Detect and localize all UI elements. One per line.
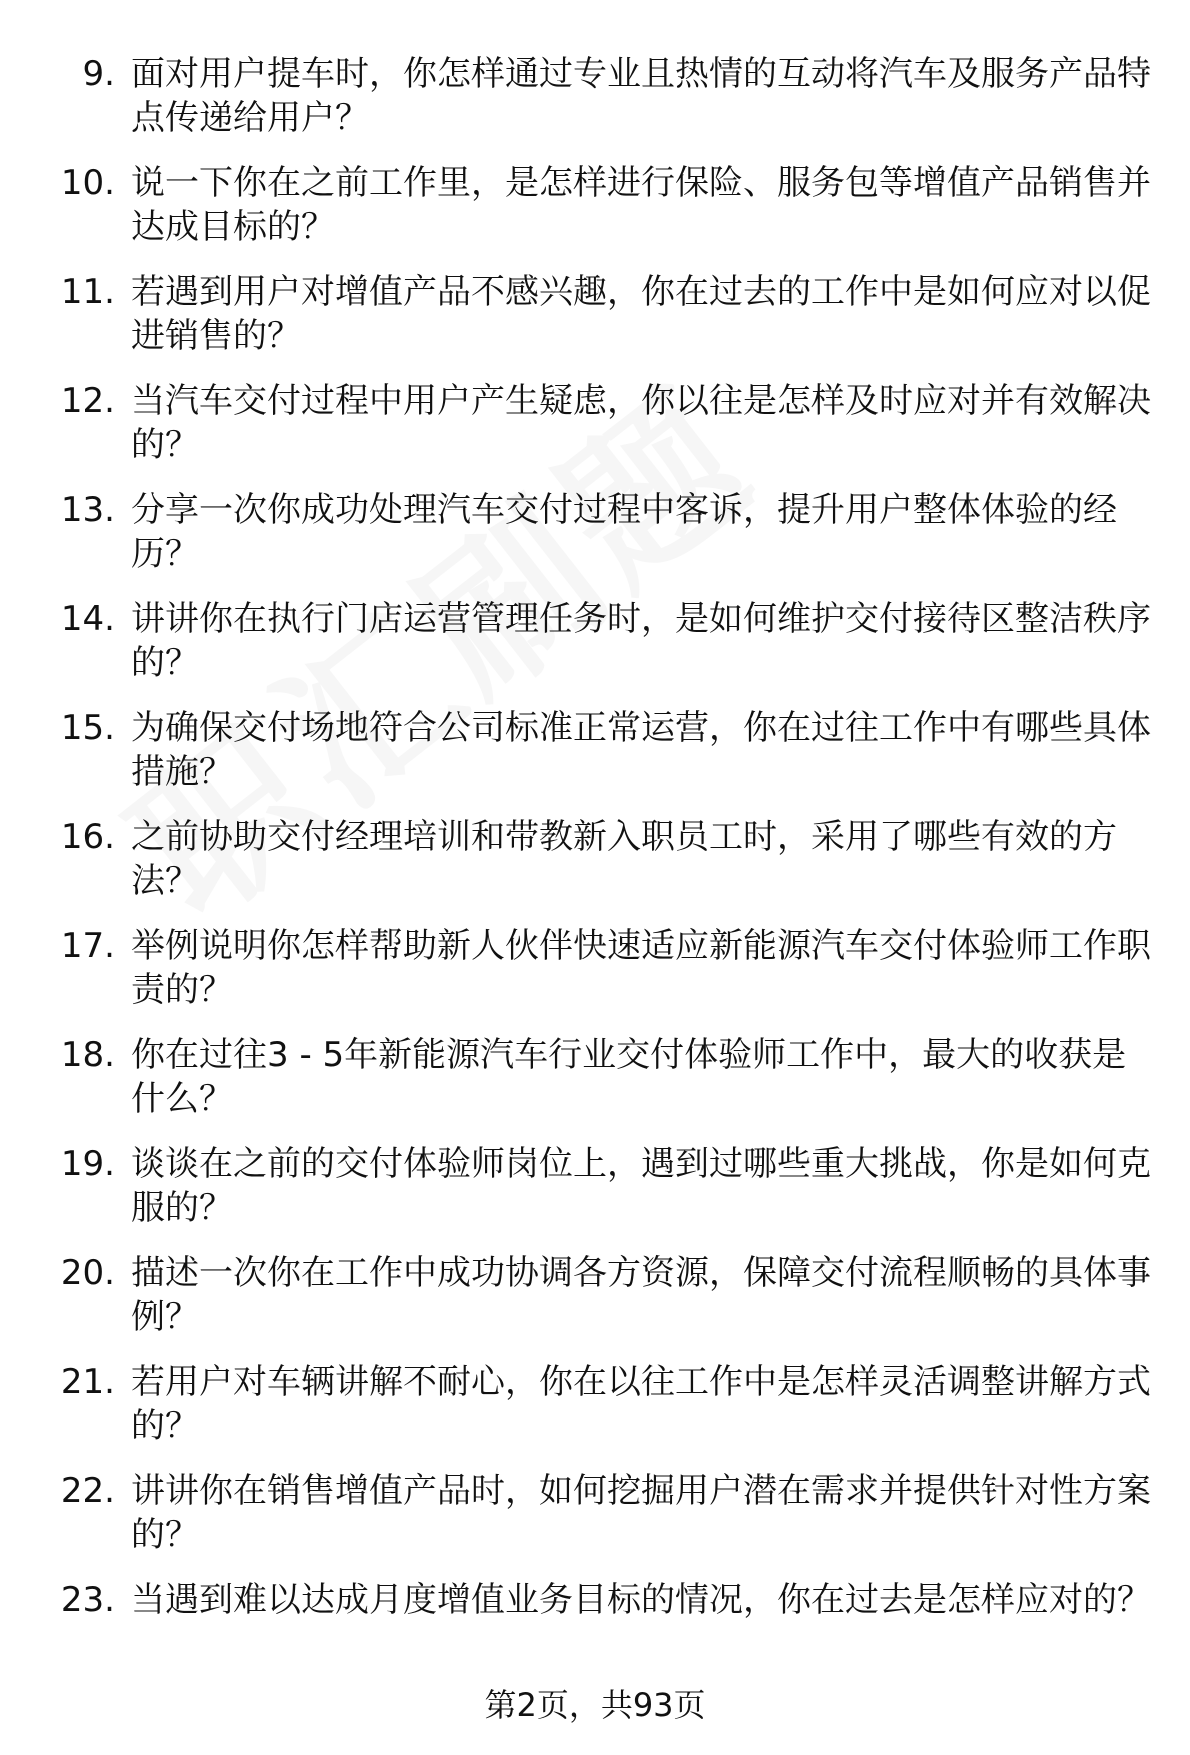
list-item <box>0 1033 1190 1142</box>
question-number: 22. <box>60 1471 115 1511</box>
list-item <box>0 815 1190 924</box>
question-text: 若遇到用户对增值产品不感兴趣，你在过去的工作中是如何应对以促进销售的？ <box>131 272 1151 356</box>
question-text: 为确保交付场地符合公司标准正常运营，你在过往工作中有哪些具体措施？ <box>131 708 1151 792</box>
question-text: 之前协助交付经理培训和带教新入职员工时，采用了哪些有效的方法？ <box>131 817 1117 901</box>
question-number: 21. <box>60 1362 115 1402</box>
question-list <box>0 52 1190 1687</box>
question-number: 16. <box>60 817 115 857</box>
question-text: 当遇到难以达成月度增值业务目标的情况，你在过去是怎样应对的？ <box>131 1580 1151 1620</box>
question-number: 20. <box>60 1253 115 1293</box>
question-number: 10. <box>60 163 115 203</box>
list-item <box>0 706 1190 815</box>
question-text: 当汽车交付过程中用户产生疑虑，你以往是怎样及时应对并有效解决的？ <box>131 381 1151 465</box>
question-number: 18. <box>60 1035 115 1075</box>
question-text: 谈谈在之前的交付体验师岗位上，遇到过哪些重大挑战，你是如何克服的？ <box>131 1144 1151 1228</box>
question-text: 举例说明你怎样帮助新人伙伴快速适应新能源汽车交付体验师工作职责的？ <box>131 926 1151 1010</box>
question-text: 面对用户提车时，你怎样通过专业且热情的互动将汽车及服务产品特点传递给用户？ <box>131 54 1151 138</box>
list-item <box>0 1360 1190 1469</box>
list-item <box>0 597 1190 706</box>
question-number: 12. <box>60 381 115 421</box>
list-item <box>0 161 1190 270</box>
question-number: 15. <box>60 708 115 748</box>
page-footer: 第2页，共93页 <box>484 1686 706 1724</box>
list-item <box>0 488 1190 597</box>
list-item <box>0 924 1190 1033</box>
question-number: 23. <box>60 1580 115 1620</box>
list-item <box>0 379 1190 488</box>
question-text: 你在过往3 - 5年新能源汽车行业交付体验师工作中，最大的收获是什么？ <box>131 1035 1127 1119</box>
question-text: 讲讲你在销售增值产品时，如何挖掘用户潜在需求并提供针对性方案的？ <box>131 1471 1151 1555</box>
question-text: 分享一次你成功处理汽车交付过程中客诉，提升用户整体体验的经历？ <box>131 490 1117 574</box>
question-number: 14. <box>60 599 115 639</box>
list-item <box>0 1142 1190 1251</box>
list-item <box>0 270 1190 379</box>
list-item <box>0 52 1190 161</box>
list-item <box>0 1251 1190 1360</box>
question-number: 19. <box>60 1144 115 1184</box>
question-text: 描述一次你在工作中成功协调各方资源，保障交付流程顺畅的具体事例？ <box>131 1253 1151 1337</box>
list-item <box>0 1469 1190 1578</box>
question-number: 11. <box>60 272 115 312</box>
question-text: 讲讲你在执行门店运营管理任务时，是如何维护交付接待区整洁秩序的？ <box>131 599 1151 683</box>
list-item <box>0 1578 1190 1687</box>
question-number: 17. <box>60 926 115 966</box>
question-number: 13. <box>60 490 115 530</box>
question-number: 9. <box>82 54 115 94</box>
question-text: 说一下你在之前工作里，是怎样进行保险、服务包等增值产品销售并达成目标的？ <box>131 163 1151 247</box>
question-text: 若用户对车辆讲解不耐心，你在以往工作中是怎样灵活调整讲解方式的？ <box>131 1362 1151 1446</box>
